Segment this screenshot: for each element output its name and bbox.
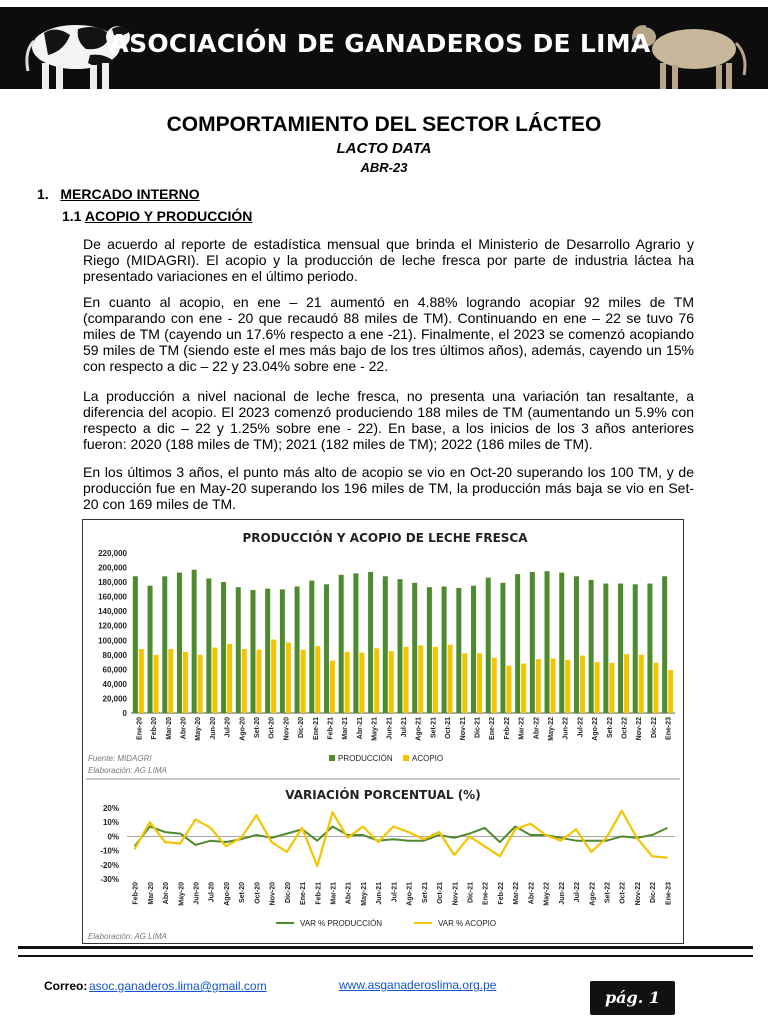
bar-acopio <box>580 656 585 713</box>
bar-produccion <box>250 590 255 713</box>
bar-acopio <box>198 655 203 713</box>
bar-produccion <box>206 578 211 713</box>
x-tick-label: May-22 <box>548 717 556 741</box>
x-tick-label: Jun-21 <box>386 717 394 740</box>
bar-produccion <box>500 583 505 713</box>
x-tick-label: May-22 <box>543 882 551 906</box>
bar-produccion <box>133 576 138 713</box>
y-tick-label: 0 <box>122 709 127 718</box>
y-tick-label: -20% <box>100 860 119 870</box>
bar-produccion <box>383 576 388 713</box>
x-tick-label: Ene-21 <box>312 717 320 740</box>
bar-acopio <box>212 648 217 713</box>
x-tick-label: Dic-22 <box>650 717 658 739</box>
bar-produccion <box>559 573 564 713</box>
legend-swatch-produccion <box>329 755 335 761</box>
paragraph-intro: De acuerdo al reporte de estadística mensual que brinda el Ministerio de Desarrollo Agrario y Riego (MIDAGRI). El acopio y la producción de leche fresca por parte de industria láctea ha presentado variaciones en el último periodo. <box>83 236 694 284</box>
bar-acopio <box>256 650 261 713</box>
bar-produccion <box>221 582 226 713</box>
bar-acopio <box>565 660 570 713</box>
x-tick-label: Oct-20 <box>268 717 276 739</box>
bar-produccion <box>368 572 373 713</box>
x-tick-label: Feb-22 <box>497 882 505 905</box>
x-tick-label: Mar-21 <box>342 717 350 740</box>
x-tick-label: Nov-21 <box>452 882 460 906</box>
bar-acopio <box>404 647 409 713</box>
bar-chart-source: Fuente: MIDAGRI <box>88 754 152 763</box>
x-tick-label: Ago-22 <box>592 717 600 741</box>
x-tick-label: May-20 <box>178 882 186 906</box>
y-tick-label: 10% <box>102 818 119 828</box>
bar-acopio <box>242 649 247 713</box>
x-tick-label: Abr-21 <box>345 882 353 905</box>
x-tick-label: Mar-20 <box>147 882 155 905</box>
bar-produccion <box>339 575 344 713</box>
bar-produccion <box>618 584 623 713</box>
bar-acopio <box>271 640 276 713</box>
y-tick-label: 100,000 <box>98 636 127 646</box>
x-tick-label: Ago-21 <box>406 882 414 906</box>
bar-produccion <box>545 571 550 713</box>
x-tick-label: Nov-21 <box>459 717 467 741</box>
x-tick-label: Feb-20 <box>151 717 159 740</box>
bar-acopio <box>315 646 320 713</box>
bar-acopio <box>154 655 159 713</box>
x-tick-label: Mar-21 <box>330 882 338 905</box>
bar-produccion <box>265 589 270 713</box>
x-tick-label: Feb-21 <box>315 882 323 905</box>
x-tick-label: Nov-22 <box>634 882 642 906</box>
x-tick-label: Oct-20 <box>254 882 262 904</box>
x-tick-label: Ene-22 <box>489 717 497 740</box>
bar-produccion <box>148 586 153 713</box>
y-tick-label: 200,000 <box>98 563 127 573</box>
paragraph-acopio: En cuanto al acopio, en ene – 21 aumentó en 4.88% logrando acopiar 92 miles de TM (comparando con ene - 20 que recaudó 88 miles de TM). Continuando en ene – 22 se tuvo 76 miles de TM (cayendo un 17.6% respecto a ene -21). Finalmente, el 2023 se comenzó acopiando 59 miles de TM (siendo este el mes más bajo de los tres últimos años), además, cayendo un 15% con respecto a dic – 22 y 23.04% sobre ene - 22. <box>83 294 694 374</box>
association-title: ASOCIACIÓN DE GANADEROS DE LIMA <box>109 29 651 58</box>
x-tick-label: Feb-22 <box>503 717 511 740</box>
bar-chart-credit: Elaboración: AG LIMA <box>88 766 167 775</box>
legend-label-acopio: ACOPIO <box>412 754 444 763</box>
x-tick-label: Ago-22 <box>589 882 597 906</box>
bar-produccion <box>280 589 285 713</box>
bar-acopio <box>374 648 379 713</box>
x-tick-label: Abr-20 <box>180 717 188 740</box>
x-tick-label: Set-22 <box>604 882 612 904</box>
y-tick-label: 140,000 <box>98 607 127 617</box>
email-link[interactable]: asoc.ganaderos.lima@gmail.com <box>89 979 267 993</box>
bar-acopio <box>227 644 232 713</box>
bar-produccion <box>603 584 608 713</box>
x-tick-label: Jun-22 <box>558 882 566 905</box>
x-tick-label: Jul-22 <box>574 882 582 903</box>
bar-acopio <box>551 658 556 713</box>
document-date: ABR-23 <box>360 160 408 175</box>
x-tick-label: Nov-22 <box>636 717 644 741</box>
x-tick-label: Ene-23 <box>665 882 673 905</box>
x-tick-label: Ago-20 <box>239 717 247 741</box>
bar-produccion <box>647 584 652 713</box>
x-tick-label: Dic-21 <box>467 882 475 904</box>
y-tick-label: 20% <box>102 804 119 813</box>
x-tick-label: Mar-22 <box>513 882 521 905</box>
x-tick-label: Set-21 <box>421 882 429 904</box>
bar-produccion <box>398 579 403 713</box>
section-heading <box>37 186 200 202</box>
x-tick-label: Abr-21 <box>356 717 364 740</box>
x-tick-label: Set-20 <box>239 882 247 904</box>
legend-label-var-produccion: VAR % PRODUCCIÓN <box>300 919 383 928</box>
document-subtitle: LACTO DATA <box>336 140 432 157</box>
y-tick-label: 160,000 <box>98 592 127 602</box>
bar-produccion <box>589 580 594 713</box>
bar-acopio <box>433 647 438 713</box>
legend-swatch-acopio <box>403 755 409 761</box>
legend-label-produccion: PRODUCCIÓN <box>338 754 393 763</box>
x-tick-label: Feb-20 <box>132 882 140 905</box>
bar-acopio <box>521 664 526 713</box>
x-tick-label: Nov-20 <box>283 717 291 741</box>
x-tick-label: Oct-21 <box>445 717 453 739</box>
document-title: COMPORTAMIENTO DEL SECTOR LÁCTEO <box>166 113 602 136</box>
bar-acopio <box>286 642 291 713</box>
bar-produccion <box>309 581 314 713</box>
line-var-acopio <box>135 811 668 866</box>
website-link[interactable]: www.asganaderoslima.org.pe <box>339 978 497 992</box>
y-tick-label: 120,000 <box>98 621 127 631</box>
bar-produccion <box>192 570 197 713</box>
section-title: MERCADO INTERNO <box>60 186 200 202</box>
x-tick-label: May-21 <box>371 717 379 741</box>
x-tick-label: Nov-20 <box>269 882 277 906</box>
bar-acopio <box>506 666 511 713</box>
x-tick-label: Jun-20 <box>209 717 217 740</box>
bar-acopio <box>345 652 350 713</box>
y-tick-label: 40,000 <box>102 679 127 689</box>
x-tick-label: Dic-20 <box>298 717 306 739</box>
bar-produccion <box>442 586 447 713</box>
y-tick-label: -30% <box>100 875 119 884</box>
y-tick-label: 80,000 <box>102 650 127 660</box>
x-tick-label: Set-20 <box>253 717 261 739</box>
y-tick-label: 60,000 <box>102 665 127 675</box>
paragraph-produccion: La producción a nivel nacional de leche fresca, no presenta una variación tan resaltante, a diferencia del acopio. El 2023 comenzó produciendo 188 miles de TM (aumentando un 5.9% con respecto a dic – 22 y 1.25% sobre ene - 22). En base, a los inicios de los 3 años anteriores fueron: 2020 (188 miles de TM); 2021 (182 miles de TM); 2022 (186 miles de TM). <box>83 388 694 452</box>
x-tick-label: Jun-20 <box>193 882 201 905</box>
y-tick-label: 20,000 <box>102 694 127 704</box>
bar-produccion <box>177 573 182 713</box>
x-tick-label: Jul-22 <box>577 717 585 738</box>
paragraph-extremos: En los últimos 3 años, el punto más alto de acopio se vio en Oct-20 superando los 100 TM, y de producción fue en May-20 superando los 196 miles de TM, la producción más baja se vio en Set-20 con 169 miles de TM. <box>83 464 694 512</box>
bar-produccion <box>162 576 167 713</box>
subsection-number: 1.1 <box>62 208 82 224</box>
bar-produccion <box>662 576 667 713</box>
bar-acopio <box>492 658 497 713</box>
bar-acopio <box>653 663 658 713</box>
x-tick-label: Oct-21 <box>437 882 445 904</box>
legend-label-var-acopio: VAR % ACOPIO <box>438 919 497 928</box>
x-tick-label: Dic-21 <box>474 717 482 739</box>
x-tick-label: Oct-22 <box>619 882 627 904</box>
line-chart-title: VARIACIÓN PORCENTUAL (%) <box>285 788 481 802</box>
footer-divider-thick <box>18 946 753 949</box>
bar-acopio <box>183 652 188 713</box>
bar-acopio <box>536 659 541 713</box>
bar-acopio <box>418 645 423 713</box>
bar-produccion <box>295 586 300 713</box>
bar-acopio <box>168 649 173 713</box>
bar-produccion <box>574 576 579 713</box>
bar-acopio <box>359 653 364 713</box>
bar-acopio <box>595 662 600 713</box>
x-tick-label: Abr-22 <box>528 882 536 905</box>
bar-acopio <box>609 663 614 713</box>
bar-produccion <box>471 586 476 713</box>
bar-acopio <box>448 645 453 713</box>
bar-acopio <box>624 654 629 713</box>
bar-produccion <box>456 588 461 713</box>
x-tick-label: Ene-21 <box>300 882 308 905</box>
bar-produccion <box>236 587 241 713</box>
section-number: 1. <box>37 186 49 202</box>
header-banner <box>0 7 768 89</box>
x-tick-label: Jun-22 <box>562 717 570 740</box>
x-tick-label: Ene-20 <box>136 717 144 740</box>
x-tick-label: Jun-21 <box>376 882 384 905</box>
bar-produccion <box>633 584 638 713</box>
x-tick-label: May-21 <box>360 882 368 906</box>
bar-produccion <box>515 574 520 713</box>
bar-acopio <box>330 661 335 713</box>
page-number-badge: pág. 1 <box>590 981 675 1015</box>
x-tick-label: Oct-22 <box>621 717 629 739</box>
x-tick-label: Jul-20 <box>224 717 232 738</box>
x-tick-label: Jul-21 <box>401 717 408 738</box>
bar-chart-title: PRODUCCIÓN Y ACOPIO DE LECHE FRESCA <box>242 531 528 545</box>
bar-acopio <box>477 653 482 713</box>
bar-produccion <box>427 587 432 713</box>
x-tick-label: Dic-22 <box>650 882 658 904</box>
subsection-heading <box>62 208 252 224</box>
bar-acopio <box>639 655 644 713</box>
email-label: Correo: <box>44 979 88 993</box>
bar-acopio <box>139 649 144 713</box>
x-tick-label: Abr-20 <box>163 882 171 905</box>
bar-acopio <box>301 650 306 713</box>
x-tick-label: Jul-21 <box>391 882 399 903</box>
x-tick-label: Abr-22 <box>533 717 541 740</box>
line-chart-credit: Elaboración: AG LIMA <box>88 932 167 941</box>
x-tick-label: May-20 <box>195 717 203 741</box>
charts-svg <box>83 520 683 943</box>
x-tick-label: Mar-20 <box>165 717 173 740</box>
bar-acopio <box>668 670 673 713</box>
x-tick-label: Set-21 <box>430 717 438 739</box>
y-tick-label: 220,000 <box>98 549 127 558</box>
x-tick-label: Ene-23 <box>665 717 673 740</box>
x-tick-label: Ago-21 <box>415 717 423 741</box>
footer-divider-thin <box>18 955 753 957</box>
bar-produccion <box>530 572 535 713</box>
subsection-title: ACOPIO Y PRODUCCIÓN <box>84 208 253 224</box>
charts-panel <box>82 519 684 944</box>
x-tick-label: Ene-22 <box>482 882 490 905</box>
x-tick-label: Feb-21 <box>327 717 335 740</box>
x-tick-label: Mar-22 <box>518 717 526 740</box>
y-tick-label: 0% <box>107 832 119 842</box>
y-tick-label: -10% <box>100 846 119 856</box>
x-tick-label: Set-22 <box>606 717 614 739</box>
bar-produccion <box>324 584 329 713</box>
x-tick-label: Jul-20 <box>208 882 216 903</box>
bar-produccion <box>353 573 358 713</box>
y-tick-label: 180,000 <box>98 578 127 588</box>
bar-produccion <box>412 583 417 713</box>
x-tick-label: Ago-20 <box>223 882 231 906</box>
bar-acopio <box>389 651 394 713</box>
bar-acopio <box>462 653 467 713</box>
bar-produccion <box>486 578 491 713</box>
x-tick-label: Dic-20 <box>284 882 292 904</box>
